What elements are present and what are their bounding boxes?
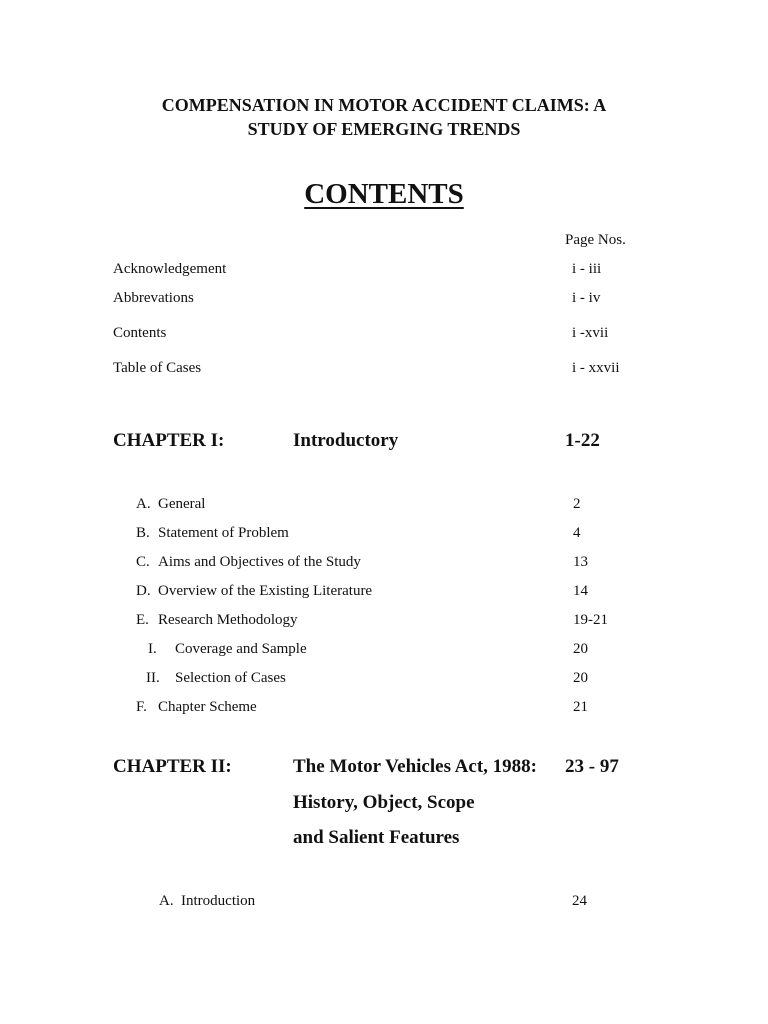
chapter-label: CHAPTER II:: [113, 756, 232, 777]
section-letter: E.: [136, 612, 149, 628]
toc-entry-label: Acknowledgement: [113, 261, 227, 277]
toc-entry-label: Contents: [113, 325, 167, 341]
subsection-numeral: II.: [146, 670, 160, 686]
toc-entry-label: Abbrevations: [113, 290, 194, 306]
toc-entry-label: Table of Cases: [113, 360, 202, 376]
subsection-title: Coverage and Sample: [175, 641, 307, 657]
section-title: Research Methodology: [158, 612, 298, 628]
section-letter: A.: [159, 893, 174, 909]
section-title: Aims and Objectives of the Study: [158, 554, 361, 570]
chapter-title-line-1: The Motor Vehicles Act, 1988:: [293, 756, 537, 777]
chapter-pages: 1-22: [565, 430, 600, 451]
toc-entry-pages: i -xvii: [572, 325, 609, 341]
contents-heading: CONTENTS: [304, 178, 464, 210]
chapter-pages: 23 - 97: [565, 756, 619, 777]
section-letter: B.: [136, 525, 150, 541]
section-page: 20: [573, 670, 588, 686]
section-title: General: [158, 496, 206, 512]
subsection-numeral: I.: [148, 641, 157, 657]
section-page: 20: [573, 641, 588, 657]
section-letter: C.: [136, 554, 150, 570]
section-page: 2: [573, 496, 581, 512]
section-page: 4: [573, 525, 581, 541]
chapter-title-line-3: and Salient Features: [293, 827, 460, 848]
chapter-label: CHAPTER I:: [113, 430, 225, 451]
page-nos-label: Page Nos.: [565, 232, 626, 248]
section-title: Overview of the Existing Literature: [158, 583, 373, 599]
toc-entry-pages: i - xxvii: [572, 360, 620, 376]
section-page: 19-21: [573, 612, 608, 628]
section-page: 24: [572, 893, 587, 909]
section-page: 14: [573, 583, 588, 599]
toc-entry-pages: i - iii: [572, 261, 602, 277]
subsection-title: Selection of Cases: [175, 670, 286, 686]
chapter-title: Introductory: [293, 430, 399, 451]
section-title: Introduction: [181, 893, 256, 909]
section-title: Chapter Scheme: [158, 699, 257, 715]
toc-entry-pages: i - iv: [572, 290, 601, 306]
document-title-line-1: COMPENSATION IN MOTOR ACCIDENT CLAIMS: A: [161, 95, 607, 115]
document-title-line-2: STUDY OF EMERGING TRENDS: [247, 119, 521, 139]
section-letter: A.: [136, 496, 151, 512]
section-title: Statement of Problem: [158, 525, 289, 541]
section-page: 13: [573, 554, 588, 570]
chapter-title-line-2: History, Object, Scope: [293, 792, 475, 813]
section-letter: F.: [136, 699, 147, 715]
section-page: 21: [573, 699, 588, 715]
section-letter: D.: [136, 583, 151, 599]
